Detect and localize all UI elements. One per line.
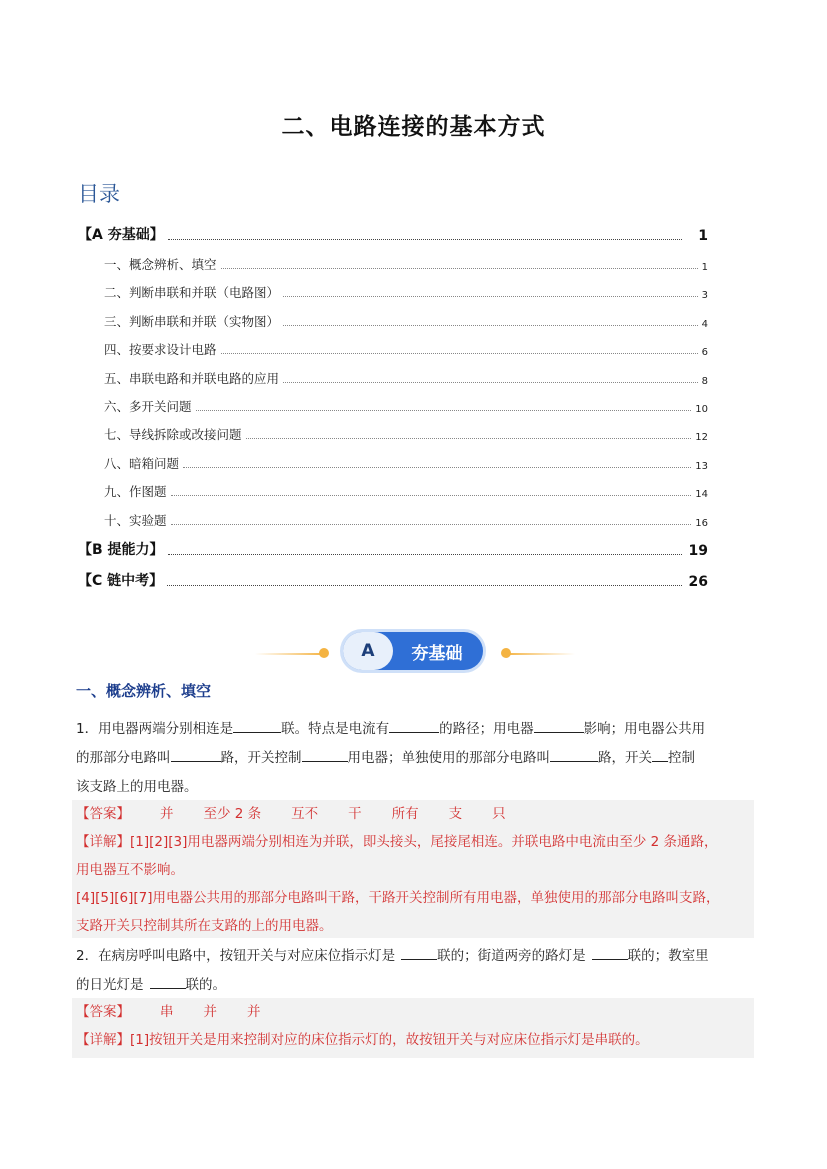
toc-entry-page: 19 [688,543,708,559]
detail-text: 用电器互不影响。 [76,862,184,878]
banner-pill [343,632,483,670]
toc-entry[interactable] [78,425,708,443]
banner-line-left [255,653,325,655]
toc-leader-dots [221,267,698,269]
answer-blank [592,945,628,960]
toc-entry-label: 九、作图题 [104,484,167,499]
answer-value: 互不 [291,806,319,822]
question-text: 该支路上的用电器。 [76,779,198,795]
banner-letter: A [343,632,393,670]
toc-entry-page: 1 [701,262,708,273]
answer-blank [652,747,668,762]
question-text: 影响；用电器公共用 [583,721,706,737]
question-text: 联。特点是电流有 [281,721,390,737]
toc-entry[interactable] [78,224,708,244]
toc-entry-page: 12 [695,432,708,443]
answer-blank [302,747,348,762]
toc-entry-label: 二、判断串联和并联（电路图） [104,285,280,300]
detail-text: [1][2][3]用电器两端分别相连为并联，即头接头，尾接尾相连。并联电路中电流由至少 2 条通路， [130,834,718,850]
answer-blank [550,747,598,762]
toc-entry-label: 一、概念辨析、填空 [104,257,217,272]
answer-box-1 [72,800,754,938]
toc-entry[interactable] [78,340,708,358]
question-text: 联的；教室里 [627,948,709,964]
toc-entry[interactable] [78,397,708,415]
banner-dot-left [319,648,329,658]
detail-line [76,1026,750,1054]
toc-entry-page: 13 [695,461,708,472]
toc-entry-page: 10 [695,404,708,415]
question-text: 联的；街道两旁的路灯是 [437,948,586,964]
question-text: 2．在病房呼叫电路中，按钮开关与对应床位指示灯是 [76,948,396,964]
toc-heading: 目录 [78,182,120,206]
detail-line [76,912,750,940]
detail-line [76,884,750,912]
toc-entry-page: 14 [695,489,708,500]
section-banner [255,628,575,672]
answer-blank [534,718,584,733]
toc-entry[interactable] [78,570,708,590]
toc-leader-dots [221,352,698,354]
toc-entry-page: 4 [701,319,708,330]
toc-leader-dots [283,295,698,297]
answer-value: 所有 [391,806,419,822]
answer-value: 并 [203,1004,217,1020]
detail-line [76,856,750,884]
toc-leader-dots [171,523,692,525]
toc-entry-label: 四、按要求设计电路 [104,342,217,357]
question-text: 1．用电器两端分别相连是 [76,721,234,737]
toc-entry[interactable] [78,283,708,301]
answer-value: 串 [160,1004,174,1020]
question-text: 控制 [668,750,695,766]
toc-entry-label: 【C 链中考】 [78,573,164,589]
answer-box-2 [72,998,754,1058]
toc-entry-page: 1 [698,228,708,244]
toc-entry-page: 3 [701,290,708,301]
toc-leader-dots [171,494,692,496]
answer-tag: 【答案】 [76,1004,130,1020]
answer-value: 支 [448,806,463,822]
toc-leader-dots [283,381,698,383]
toc-entry-page: 16 [695,518,708,529]
toc-leader-dots [168,238,682,240]
answer-blank [389,718,439,733]
toc-leader-dots [196,409,692,411]
answer-value: 并 [160,806,174,822]
detail-line [76,828,750,856]
detail-tag: 【详解】 [76,1032,130,1048]
detail-text: [1]按钮开关是用来控制对应的床位指示灯的，故按钮开关与对应床位指示灯是串联的。 [130,1032,649,1048]
toc-entry-page: 8 [701,376,708,387]
detail-text: 支路开关只控制其所在支路的上的用电器。 [76,918,333,934]
section-heading: 一、概念辨析、填空 [76,682,212,700]
toc-leader-dots [283,324,698,326]
toc-entry-label: 五、串联电路和并联电路的应用 [104,371,280,386]
question-text: 路，开关控制 [220,750,302,766]
toc-entry[interactable] [78,539,708,559]
answer-value: 干 [348,806,362,822]
banner-text: 夯基础 [411,643,463,664]
toc-entry[interactable] [78,369,708,387]
answer-value: 至少 2 条 [203,806,262,822]
toc-entry-label: 六、多开关问题 [104,399,192,414]
toc-entry[interactable] [78,482,708,500]
detail-text: [4][5][6][7]用电器公共用的那部分电路叫干路，干路开关控制所有用电器，单独使用的那部分电路叫支路， [76,890,720,906]
question-text: 的日光灯是 [76,977,144,993]
toc-entry-label: 八、暗箱问题 [104,456,180,471]
toc-entry-label: 七、导线拆除或改接问题 [104,427,242,442]
question-text: 路，开关 [598,750,652,766]
detail-tag: 【详解】 [76,834,130,850]
toc-entry-label: 三、判断串联和并联（实物图） [104,314,280,329]
toc-leader-dots [183,466,691,468]
answer-value: 只 [492,806,506,822]
toc-leader-dots [246,437,692,439]
toc-leader-dots [168,553,682,555]
toc-entry-page: 6 [701,347,708,358]
question-2 [76,942,752,1000]
toc-entry-label: 【B 提能力】 [78,542,164,558]
answer-value: 并 [247,1004,261,1020]
answer-blank [233,718,281,733]
toc-entry-label: 十、实验题 [104,513,167,528]
toc-entry[interactable] [78,511,708,529]
banner-line-right [505,653,575,655]
toc-entry[interactable] [78,312,708,330]
page-title: 二、电路连接的基本方式 [281,114,546,140]
answer-tag: 【答案】 [76,806,130,822]
question-text: 的那部分电路叫 [76,750,171,766]
question-text: 联的。 [185,977,226,993]
toc-leader-dots [167,584,682,586]
toc-entry[interactable] [78,255,708,273]
question-1 [76,715,752,802]
answer-blank [401,945,437,960]
answer-blank [171,747,221,762]
answer-line [76,800,750,828]
toc-entry[interactable] [78,454,708,472]
question-text: 用电器；单独使用的那部分电路叫 [347,750,550,766]
question-text: 的路径；用电器 [439,721,534,737]
toc-entry-page: 26 [688,574,708,590]
toc-entry-label: 【A 夯基础】 [78,227,164,243]
answer-line [76,998,750,1026]
answer-blank [150,974,186,989]
